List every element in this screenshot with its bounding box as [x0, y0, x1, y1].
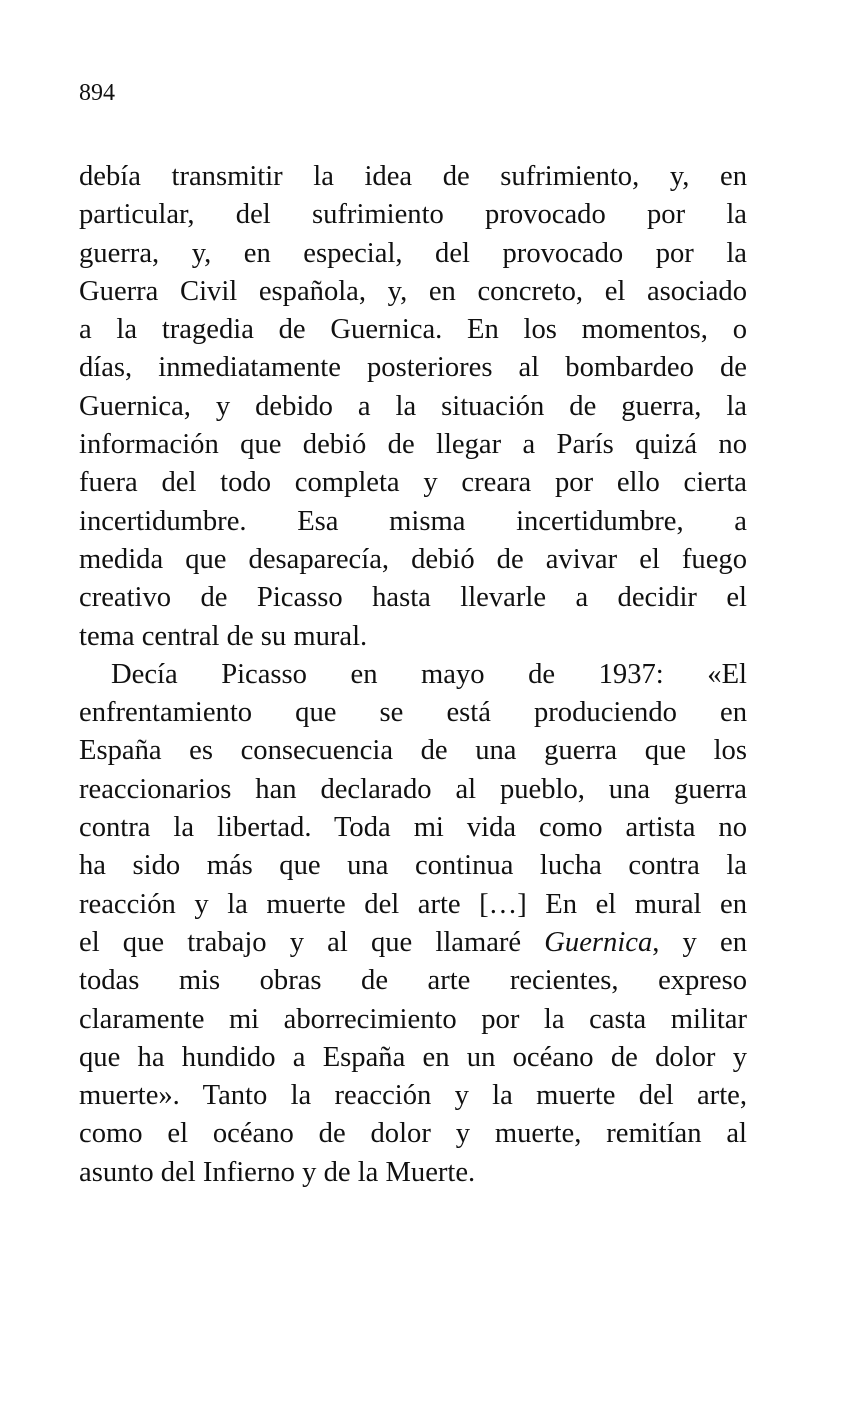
- body-text: [79, 158, 747, 1192]
- text-line: contra la libertad. Toda mi vida como artista no: [79, 812, 747, 844]
- page-number: 894: [79, 80, 115, 106]
- text-segment: , y en: [652, 926, 747, 958]
- text-line: medida que desaparecía, debió de avivar el fuego: [79, 543, 747, 575]
- text-line: todas mis obras de arte recientes, expreso: [79, 965, 747, 997]
- text-line-with-italic: [79, 924, 747, 962]
- text-line: asunto del Infierno y de la Muerte.: [79, 1156, 476, 1188]
- text-line: que ha hundido a España en un océano de dolor y: [79, 1041, 747, 1073]
- text-line: guerra, y, en especial, del provocado por la: [79, 237, 747, 269]
- text-line: Decía Picasso en mayo de 1937: «El: [111, 658, 747, 690]
- text-line: tema central de su mural.: [79, 620, 368, 652]
- text-line: España es consecuencia de una guerra que los: [79, 735, 747, 767]
- text-line: reacción y la muerte del arte […] En el mural en: [79, 888, 747, 920]
- text-line: particular, del sufrimiento provocado por la: [79, 199, 747, 231]
- text-segment: el que trabajo y al que llamaré: [79, 926, 545, 958]
- text-line: fuera del todo completa y creara por ello cierta: [79, 467, 747, 499]
- text-line: días, inmediatamente posteriores al bombardeo de: [79, 352, 747, 384]
- text-line: ha sido más que una continua lucha contra la: [79, 850, 747, 882]
- text-line: como el océano de dolor y muerte, remitían al: [79, 1118, 747, 1150]
- text-line: Guernica, y debido a la situación de guerra, la: [79, 390, 747, 422]
- text-line: muerte». Tanto la reacción y la muerte del arte,: [79, 1080, 747, 1112]
- text-line: Guerra Civil española, y, en concreto, el asociado: [79, 275, 747, 307]
- text-line: enfrentamiento que se está produciendo en: [79, 697, 747, 729]
- text-line: información que debió de llegar a París quizá no: [79, 429, 747, 461]
- text-line: reaccionarios han declarado al pueblo, una guerra: [79, 773, 747, 805]
- text-line: creativo de Picasso hasta llevarle a decidir el: [79, 582, 747, 614]
- italic-title: Guernica: [544, 926, 653, 958]
- text-line: claramente mi aborrecimiento por la casta militar: [79, 1003, 747, 1035]
- text-line: a la tragedia de Guernica. En los momentos, o: [79, 314, 747, 346]
- text-line: debía transmitir la idea de sufrimiento, y, en: [79, 161, 747, 192]
- text-line: incertidumbre. Esa misma incertidumbre, a: [79, 505, 747, 537]
